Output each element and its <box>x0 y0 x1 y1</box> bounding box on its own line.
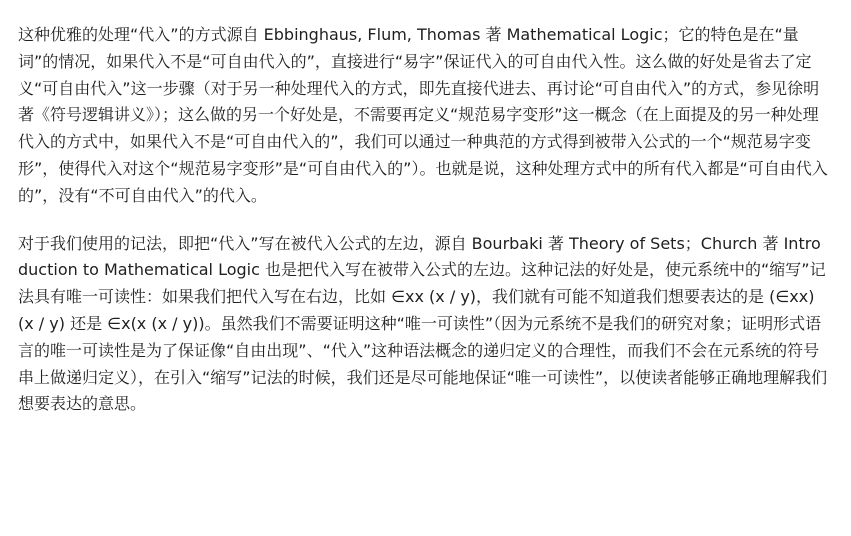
document-body <box>18 22 830 418</box>
paragraph-substitution-origin: 这种优雅的处理“代入”的方式源自 Ebbinghaus, Flum, Thomas 著 Mathematical Logic；它的特色是在“量词”的情况，如果代入不是“可自由代入的”，直接进行“易字”保证代入的可自由代入性。这么做的好处是省去了定义“可自由代入”这一步骤（对于另一种处理代入的方式，即先直接代进去、再讨论“可自由代入”的方式，参见徐明著《符号逻辑讲义》）；这么做的另一个好处是，不需要再定义“规范易字变形”这一概念（在上面提及的另一种处理代入的方式中，如果代入不是“可自由代入的”，我们可以通过一种典范的方式得到被带入公式的一个“规范易字变形”，使得代入对这个“规范易字变形”是“可自由代入的”）。也就是说，这种处理方式中的所有代入都是“可自由代入的”，没有“不可自由代入”的代入。 <box>18 25 828 205</box>
paragraph-notation-convention: 对于我们使用的记法，即把“代入”写在被代入公式的左边，源自 Bourbaki 著 Theory of Sets；Church 著 Introduction to Mathematical Logic 也是把代入写在被带入公式的左边。这种记法的好处是，使元系统中的“缩写”记法具有唯一可读性：如果我们把代入写在右边，比如 ∈xx (x / y)，我们就有可能不知道我们想要表达的是 (∈xx) (x / y) 还是 ∈x(x (x / y))。虽然我们不需要证明这种“唯一可读性”（因为元系统不是我们的研究对象；证明形式语言的唯一可读性是为了保证像“自由出现”、“代入”这种语法概念的递归定义的合理性，而我们不会在元系统的符号串上做递归定义），在引入“缩写”记法的时候，我们还是尽可能地保证“唯一可读性”，以使读者能够正确地理解我们想要表达的意思。 <box>18 233 828 414</box>
